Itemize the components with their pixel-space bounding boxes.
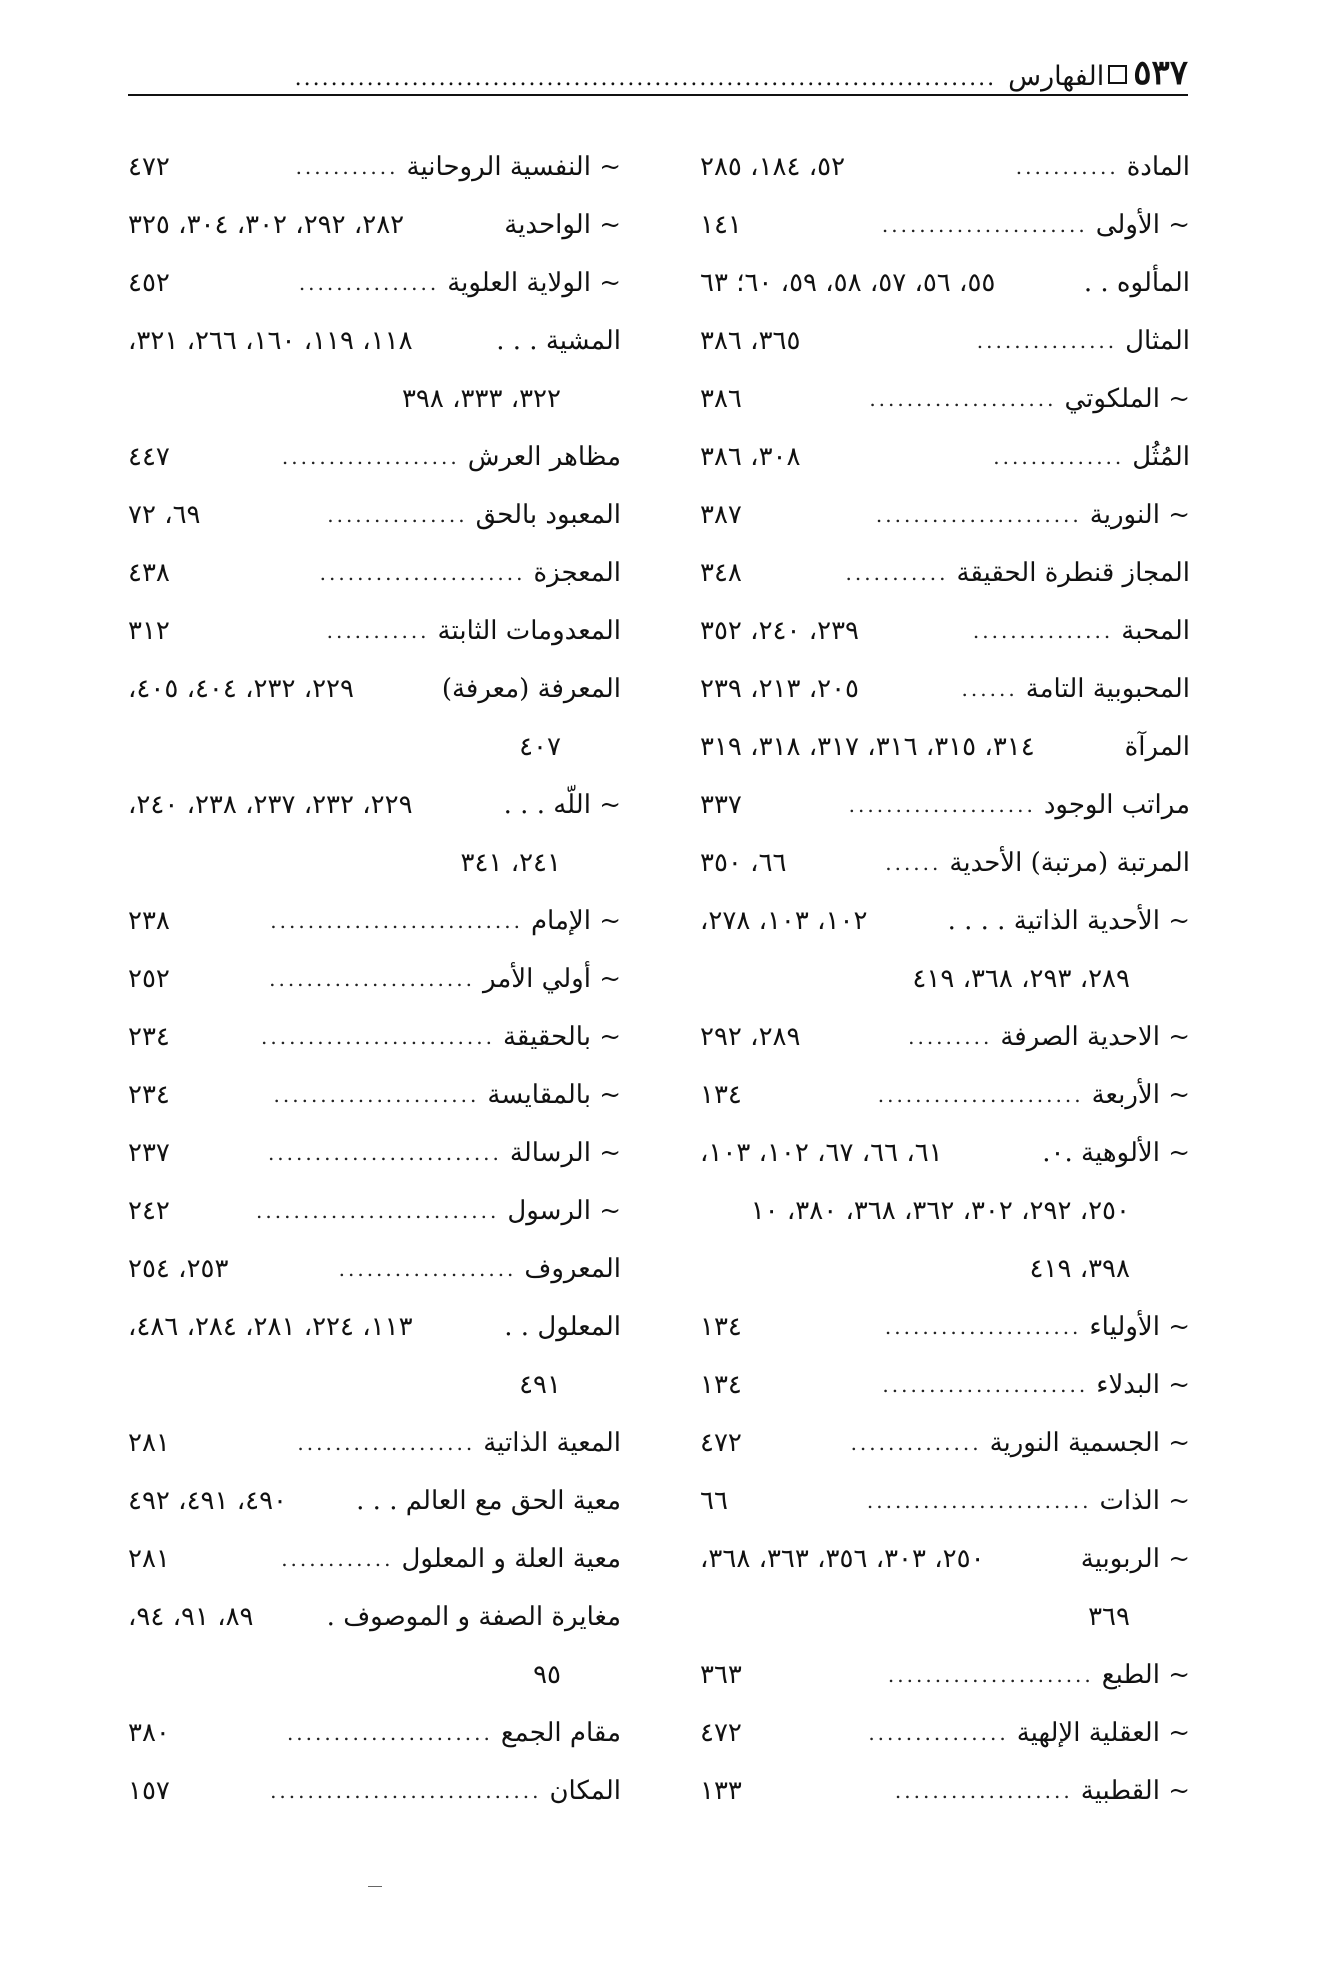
entry-pages: ١١٨، ١١٩، ١٦٠، ٢٦٦، ٣٢١، <box>128 326 413 356</box>
entry-term: معية العلة و المعلول <box>401 1544 621 1574</box>
entry-term: ~ الأربعة <box>1091 1080 1190 1110</box>
entry-pages: ٨٩، ٩١، ٩٤، <box>128 1602 254 1632</box>
leader-dots: ............................. <box>270 1779 542 1803</box>
leader-dots: ........... <box>1015 155 1119 179</box>
entry-pages: ٢٨١ <box>128 1428 170 1458</box>
running-title: الفهارس <box>1008 61 1105 92</box>
index-entry <box>128 892 621 950</box>
entry-pages: ٤٣٨ <box>128 558 170 588</box>
leader-dots: ......... <box>908 1025 993 1049</box>
leader-dots: ...................... <box>273 1083 480 1107</box>
index-entry <box>700 1008 1190 1066</box>
index-column-right <box>700 138 1190 1820</box>
leader-dots: .................... <box>848 793 1036 817</box>
leader-dots: ........... <box>295 155 399 179</box>
entry-pages: ٣٨٦ <box>700 384 742 414</box>
index-entry <box>700 718 1190 776</box>
entry-term: المعرفة (معرفة) <box>441 674 621 704</box>
entry-pages: ٤٧٢ <box>700 1718 742 1748</box>
entry-term: المرتبة (مرتبة) الأحدية <box>949 848 1190 878</box>
index-entry <box>700 312 1190 370</box>
index-entry <box>128 544 621 602</box>
index-entry <box>700 1066 1190 1124</box>
entry-pages: ٢٥٠، ٢٩٢، ٣٠٢، ٣٦٢، ٣٦٨، ٣٨٠، ١٠ <box>750 1196 1130 1226</box>
leader-dots: ...................... <box>881 213 1088 237</box>
entry-pages: ٣٢٢، ٣٣٣، ٣٩٨ <box>401 384 561 414</box>
entry-term: المعروف <box>524 1254 621 1284</box>
index-entry <box>128 1240 621 1298</box>
entry-pages: ٤٩٠، ٤٩١، ٤٩٢ <box>128 1486 288 1516</box>
entry-term: المجاز قنطرة الحقيقة <box>956 558 1190 588</box>
entry-pages: ٢٢٩، ٢٣٢، ٤٠٤، ٤٠٥، <box>128 674 354 704</box>
index-entry <box>128 660 621 718</box>
entry-term: ~ الطبع <box>1101 1660 1190 1690</box>
index-entry <box>700 486 1190 544</box>
index-entry <box>128 1530 621 1588</box>
entry-term: المادة <box>1126 152 1190 182</box>
entry-pages: ١٤١ <box>700 210 742 240</box>
leader-dots: ...................... <box>882 1373 1089 1397</box>
index-entry <box>128 428 621 486</box>
bottom-mark <box>368 1886 382 1887</box>
index-entry <box>700 1298 1190 1356</box>
entry-pages: ٢٤١، ٣٤١ <box>460 848 561 878</box>
page-header <box>128 38 1188 93</box>
entry-term: ~ أولي الأمر <box>482 964 621 994</box>
entry-term: المكان <box>549 1776 621 1806</box>
entry-term: المحبوبية التامة <box>1025 674 1190 704</box>
entry-term: ~ الربوبية <box>1080 1544 1190 1574</box>
entry-pages: ٤٥٢ <box>128 268 170 298</box>
entry-term: المعية الذاتية <box>483 1428 621 1458</box>
entry-pages: ٣٣٧ <box>700 790 742 820</box>
entry-term: مراتب الوجود <box>1043 790 1190 820</box>
index-entry <box>128 196 621 254</box>
entry-pages: ٣١٢ <box>128 616 170 646</box>
index-entry <box>700 660 1190 718</box>
entry-term: معية الحق مع العالم . . . <box>356 1486 621 1516</box>
leader-dots: ............... <box>298 271 440 295</box>
entry-pages: ٤٧٢ <box>700 1428 742 1458</box>
entry-term: المشية . . . <box>496 326 621 356</box>
index-entry <box>700 602 1190 660</box>
leader-dots: ................... <box>338 1257 517 1281</box>
index-entry <box>128 776 621 834</box>
entry-pages: ٤٩١ <box>519 1370 561 1400</box>
entry-term: ~ النفسية الروحانية <box>406 152 621 182</box>
leader-dots: ..................... <box>884 1315 1082 1339</box>
entry-term: ~ الجسمية النورية <box>989 1428 1190 1458</box>
index-entry-continuation <box>700 1588 1190 1646</box>
leader-dots: ........... <box>845 561 949 585</box>
entry-term: مظاهر العرش <box>467 442 621 472</box>
entry-term: ~ اللّه . . . <box>503 790 621 820</box>
index-entry <box>700 196 1190 254</box>
entry-term: المعبود بالحق <box>475 500 621 530</box>
entry-term: ~ الواحدية <box>504 210 621 240</box>
index-entry <box>700 1472 1190 1530</box>
entry-term: المرآة <box>1124 732 1190 762</box>
leader-dots: ...................... <box>269 967 475 991</box>
index-column-left <box>128 138 621 1820</box>
entry-pages: ٣٤٨ <box>700 558 742 588</box>
entry-pages: ٢٥٠، ٣٠٣، ٣٥٦، ٣٦٣، ٣٦٨، <box>700 1544 985 1574</box>
entry-pages: ٦٦ <box>700 1486 728 1516</box>
leader-dots: ...................... <box>319 561 526 585</box>
entry-term: ~ النورية <box>1089 500 1190 530</box>
entry-pages: ٢٨٢، ٢٩٢، ٣٠٢، ٣٠٤، ٣٢٥ <box>128 210 405 240</box>
entry-pages: ٢٥٢ <box>128 964 170 994</box>
entry-pages: ٣٦٣ <box>700 1660 742 1690</box>
leader-dots: ...................... <box>875 503 1082 527</box>
leader-dots: ............ <box>281 1547 394 1571</box>
index-entry <box>128 1124 621 1182</box>
entry-term: ~ الألوهية .٠. <box>1042 1138 1190 1168</box>
index-entry <box>128 1762 621 1820</box>
entry-pages: ٢٠٥، ٢١٣، ٢٣٩ <box>700 674 860 704</box>
entry-pages: ٥٢، ١٨٤، ٢٨٥ <box>700 152 846 182</box>
entry-pages: ٢٥٣، ٢٥٤ <box>128 1254 229 1284</box>
entry-term: ~ الأحدية الذاتية . . . . <box>947 906 1190 936</box>
page-number: ٥٣٧ <box>1133 53 1188 93</box>
entry-pages: ٣٨٠ <box>128 1718 170 1748</box>
index-entry-continuation <box>128 1646 621 1704</box>
index-entry <box>700 776 1190 834</box>
entry-pages: ٤٠٧ <box>519 732 561 762</box>
entry-pages: ٢٨٩، ٢٩٢ <box>700 1022 801 1052</box>
leader-dots: ................... <box>281 445 460 469</box>
entry-pages: ٤٧٢ <box>128 152 170 182</box>
entry-term: ~ بالحقيقة <box>502 1022 621 1052</box>
entry-term: ~ العقلية الإلهية <box>1016 1718 1190 1748</box>
leader-dots: ............... <box>976 329 1118 353</box>
index-entry <box>128 1704 621 1762</box>
entry-pages: ٢٣٧ <box>128 1138 170 1168</box>
entry-pages: ١٠٢، ١٠٣، ٢٧٨، <box>700 906 868 936</box>
leader-dots: ................... <box>297 1431 476 1455</box>
index-entry <box>128 254 621 312</box>
entry-pages: ٣٠٨، ٣٨٦ <box>700 442 801 472</box>
entry-pages: ١١٣، ٢٢٤، ٢٨١، ٢٨٤، ٤٨٦، <box>128 1312 413 1342</box>
index-entry <box>700 892 1190 950</box>
entry-term: ~ البدلاء <box>1096 1370 1190 1400</box>
index-entry-continuation <box>700 950 1190 1008</box>
entry-term: المعلول . . <box>504 1312 621 1342</box>
entry-pages: ١٥٧ <box>128 1776 170 1806</box>
index-entry <box>700 1530 1190 1588</box>
index-entry <box>700 370 1190 428</box>
index-entry <box>128 950 621 1008</box>
index-entry <box>128 312 621 370</box>
leader-dots: ............... <box>327 503 468 527</box>
index-entry-continuation <box>128 1356 621 1414</box>
header-rule <box>128 94 1188 96</box>
entry-term: ~ الرسول <box>507 1196 621 1226</box>
entry-term: المثال <box>1125 326 1190 356</box>
index-entry <box>700 1704 1190 1762</box>
index-entry <box>128 1414 621 1472</box>
index-entry <box>128 1066 621 1124</box>
entry-term: ~ الأولياء <box>1089 1312 1190 1342</box>
entry-pages: ٢٣٨ <box>128 906 170 936</box>
entry-term: ~ الأولى <box>1095 210 1190 240</box>
entry-pages: ٣٩٨، ٤١٩ <box>1029 1254 1130 1284</box>
entry-pages: ٢٨١ <box>128 1544 170 1574</box>
index-entry <box>128 486 621 544</box>
entry-pages: ٦٩، ٧٢ <box>128 500 201 530</box>
entry-term: ~ الملكوتي <box>1064 384 1190 414</box>
leader-dots: .......................... <box>256 1199 500 1223</box>
index-entry <box>700 1414 1190 1472</box>
entry-pages: ٢٣٤ <box>128 1022 170 1052</box>
entry-term: مغايرة الصفة و الموصوف . <box>326 1602 621 1632</box>
entry-pages: ٢٣٤ <box>128 1080 170 1110</box>
entry-term: المحبة <box>1121 616 1190 646</box>
entry-pages: ١٣٣ <box>700 1776 742 1806</box>
entry-term: ~ بالمقايسة <box>487 1080 621 1110</box>
leader-dots: ...................... <box>887 1663 1094 1687</box>
entry-pages: ٩٥ <box>533 1660 561 1690</box>
index-entry <box>700 1356 1190 1414</box>
leader-dots: ........................ <box>866 1489 1092 1513</box>
index-entry-continuation <box>128 370 621 428</box>
leader-dots: ...................... <box>286 1721 493 1745</box>
index-entry <box>700 428 1190 486</box>
index-entry <box>128 1588 621 1646</box>
leader-dots: .............. <box>850 1431 982 1455</box>
index-entry <box>128 1298 621 1356</box>
entry-term: المُثُل <box>1132 442 1190 472</box>
entry-pages: ١٣٤ <box>700 1312 742 1342</box>
index-entry <box>700 1762 1190 1820</box>
index-entry-continuation <box>700 1240 1190 1298</box>
leader-dots: ......................... <box>261 1025 495 1049</box>
leader-dots: ........... <box>326 619 430 643</box>
entry-pages: ٣١٤، ٣١٥، ٣١٦، ٣١٧، ٣١٨، ٣١٩ <box>700 732 1035 762</box>
index-entry-continuation <box>700 1182 1190 1240</box>
index-entry <box>700 1124 1190 1182</box>
index-entry <box>128 602 621 660</box>
entry-pages: ٣٦٩ <box>1088 1602 1130 1632</box>
index-entry <box>700 138 1190 196</box>
entry-term: ~ الولاية العلوية <box>447 268 621 298</box>
entry-pages: ٣٨٧ <box>700 500 742 530</box>
header-leader-dots: .............................................................................. <box>294 68 997 90</box>
index-entry <box>700 544 1190 602</box>
leader-dots: ......................... <box>267 1141 502 1165</box>
entry-pages: ٦٦، ٣٥٠ <box>700 848 787 878</box>
entry-term: ~ الإمام <box>530 906 621 936</box>
leader-dots: ............... <box>868 1721 1009 1745</box>
entry-term: ~ الذات <box>1099 1486 1190 1516</box>
leader-dots: ................... <box>894 1779 1073 1803</box>
entry-term: ~ القطبية <box>1080 1776 1190 1806</box>
entry-term: المألوه . . <box>1083 268 1190 298</box>
entry-pages: ١٣٤ <box>700 1080 742 1110</box>
leader-dots: ...... <box>961 677 1018 701</box>
entry-term: مقام الجمع <box>500 1718 621 1748</box>
index-entry-continuation <box>128 718 621 776</box>
index-entry <box>700 1646 1190 1704</box>
entry-pages: ٢٤٢ <box>128 1196 170 1226</box>
entry-term: ~ الرسالة <box>509 1138 621 1168</box>
leader-dots: ........................... <box>270 909 523 933</box>
entry-pages: ٢٨٩، ٢٩٣، ٣٦٨، ٤١٩ <box>912 964 1130 994</box>
leader-dots: ...... <box>885 851 942 875</box>
leader-dots: .................... <box>869 387 1057 411</box>
index-entry <box>128 1182 621 1240</box>
entry-term: المعدومات الثابتة <box>437 616 621 646</box>
entry-pages: ٤٤٧ <box>128 442 170 472</box>
entry-pages: ١٣٤ <box>700 1370 742 1400</box>
index-entry <box>700 834 1190 892</box>
entry-pages: ٢٢٩، ٢٣٢، ٢٣٧، ٢٣٨، ٢٤٠، <box>128 790 413 820</box>
leader-dots: ............... <box>972 619 1114 643</box>
entry-term: المعجزة <box>533 558 621 588</box>
entry-term: ~ الاحدية الصرفة <box>1000 1022 1190 1052</box>
index-entry <box>128 1472 621 1530</box>
leader-dots: .............. <box>993 445 1125 469</box>
index-entry <box>128 1008 621 1066</box>
entry-pages: ٦١، ٦٦، ٦٧، ١٠٢، ١٠٣، <box>700 1138 943 1168</box>
entry-pages: ٢٣٩، ٢٤٠، ٣٥٢ <box>700 616 860 646</box>
entry-pages: ٥٥، ٥٦، ٥٧، ٥٨، ٥٩، ٦٠؛ ٦٣ <box>700 268 996 298</box>
square-marker-icon <box>1108 65 1127 84</box>
entry-pages: ٣٦٥، ٣٨٦ <box>700 326 801 356</box>
index-entry <box>128 138 621 196</box>
leader-dots: ...................... <box>877 1083 1084 1107</box>
index-entry <box>700 254 1190 312</box>
index-entry-continuation <box>128 834 621 892</box>
